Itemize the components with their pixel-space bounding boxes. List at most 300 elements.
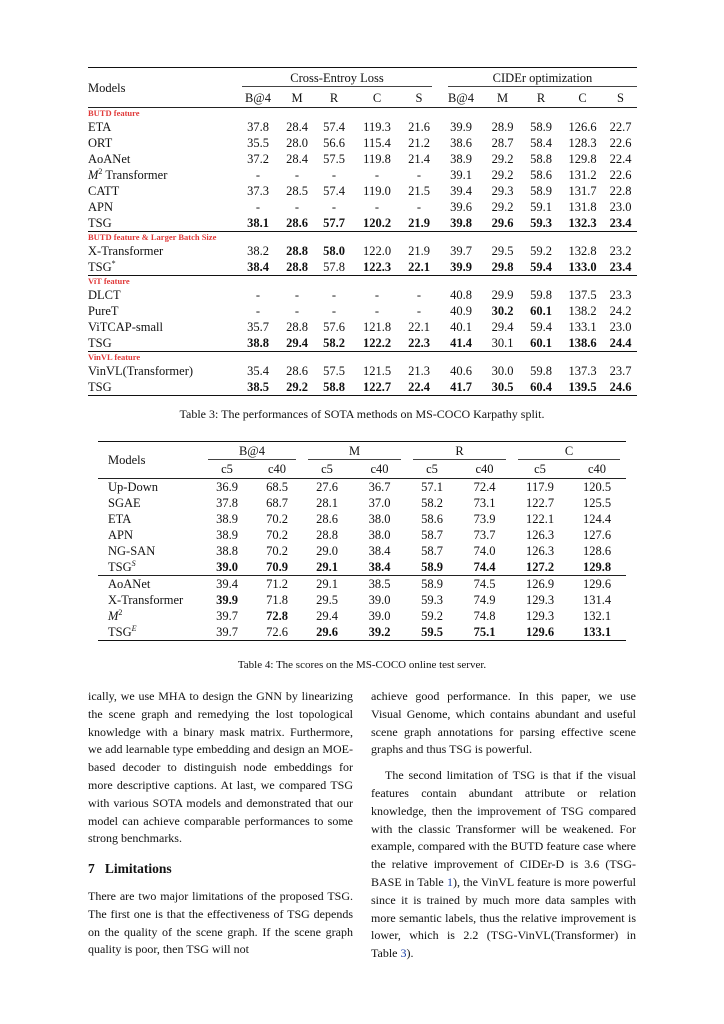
table-cell: 57.1 [407, 479, 457, 496]
table-cell: 59.5 [421, 625, 443, 639]
table-cell: 126.9 [512, 576, 568, 593]
table-cell: 22.1 [408, 320, 430, 334]
table-cell: 128.3 [568, 136, 597, 150]
table-cell: 21.2 [408, 136, 430, 150]
table-cell: 59.1 [530, 200, 552, 214]
table-cell: 129.3 [525, 593, 555, 607]
table-cell: 59.2 [530, 244, 552, 258]
models-header: Models [88, 68, 236, 108]
table-cell: 68.7 [266, 496, 288, 510]
table-cell: 59.2 [421, 609, 443, 623]
table-cell: 37.8 [216, 496, 238, 510]
table-cell: 40.8 [450, 288, 472, 302]
table-row [88, 135, 637, 151]
model-name [98, 624, 202, 641]
metric-header: M [291, 90, 303, 105]
table-cell: 28.8 [286, 244, 308, 258]
model-name: DLCT [88, 288, 121, 302]
table-cell: 37.0 [368, 496, 391, 510]
table-cell: 38.0 [368, 512, 391, 526]
table-cell: 122.2 [362, 336, 392, 350]
model-name-base: TSG [108, 625, 132, 639]
table-cell: 74.5 [457, 576, 512, 593]
table-cell: 70.2 [266, 544, 288, 558]
table-cell: 74.9 [473, 593, 496, 607]
table-cell: 21.4 [408, 152, 430, 166]
table-row [98, 624, 626, 641]
paragraph-text: ). [406, 946, 414, 961]
table-cell: 124.4 [582, 512, 612, 526]
table-cell: 57.4 [323, 120, 345, 134]
table-cell: 24.6 [609, 380, 632, 394]
table-cell: 36.7 [352, 479, 407, 496]
table-cell: 28.4 [286, 120, 308, 134]
table-cell: 75.1 [473, 625, 496, 639]
subheader: c40 [267, 462, 287, 476]
table-cell: 38.5 [247, 380, 269, 394]
table-cell: 58.2 [421, 496, 443, 510]
table-cell: 133.0 [568, 260, 597, 274]
table-cell: 137.5 [568, 288, 597, 302]
paragraph-text: ), the VinVL feature is more powerful since it is trained by much more data samples with more semantic labels, thus the relative improvement is lower, which is 2.2 (TSG-VinVL(Transformer) in Table [371, 874, 636, 961]
table-cell: 126.3 [525, 544, 555, 558]
table-cell: 122.7 [525, 496, 555, 510]
table-cell: 70.2 [266, 512, 288, 526]
model-name [98, 608, 202, 624]
metric-header: R [329, 90, 339, 105]
table-cell: 131.4 [582, 593, 612, 607]
table-cell: 29.2 [491, 200, 514, 214]
model-name: ETA [108, 512, 132, 526]
table-cell: 59.3 [530, 216, 552, 230]
metric-header: S [617, 90, 624, 105]
group-header-cross-entropy: Cross-Entroy Loss [242, 70, 432, 87]
table-cell: 39.1 [450, 168, 472, 182]
table-cell: 23.2 [609, 244, 632, 258]
table-row [88, 303, 637, 319]
table-cell: 23.4 [609, 216, 632, 230]
table-cell: 23.0 [609, 320, 632, 334]
section-heading [88, 860, 353, 878]
model-name: TSG [88, 216, 112, 230]
table-cell: 29.1 [316, 560, 338, 574]
table-cell: 71.2 [252, 576, 302, 593]
section-label-butd-large-batch: BUTD feature & Larger Batch Size [88, 232, 637, 244]
model-name: TSG [88, 380, 112, 394]
table-cell: 56.6 [323, 136, 345, 150]
table-row [88, 243, 637, 259]
table-row [88, 379, 637, 396]
table-row [88, 335, 637, 352]
table-cell: 35.4 [247, 364, 269, 378]
table-cell: 122.1 [525, 512, 555, 526]
table-cell: 122.7 [362, 380, 392, 394]
table-cell: 39.9 [450, 120, 472, 134]
group-header: M [308, 443, 401, 460]
table-cell: 59.8 [530, 364, 552, 378]
table-cell: 29.6 [316, 625, 338, 639]
model-name: ViTCAP-small [88, 320, 163, 334]
table-3-link[interactable]: 3 [400, 946, 407, 961]
table-cell: 28.8 [316, 528, 338, 542]
table-cell: 29.4 [491, 320, 514, 334]
table-cell: 58.8 [323, 380, 345, 394]
table-cell: 28.8 [286, 260, 308, 274]
table-cell: 22.4 [609, 152, 632, 166]
table-row [98, 576, 626, 593]
table-cell: 57.4 [323, 184, 345, 198]
table-cell: 39.2 [368, 625, 391, 639]
table-cell: 59.4 [530, 260, 552, 274]
table-cell: 29.2 [491, 152, 514, 166]
subheader: c40 [587, 462, 607, 476]
group-header: C [518, 443, 620, 460]
table-cell: 37.8 [247, 120, 269, 134]
table-cell: 125.5 [582, 496, 612, 510]
model-name: ETA [88, 120, 112, 134]
table-cell: 138.6 [568, 336, 597, 350]
table-row [98, 559, 626, 576]
model-name-base: M [88, 168, 99, 182]
table-cell: 38.6 [450, 136, 472, 150]
table-cell: 35.5 [247, 136, 269, 150]
table-cell: 74.4 [473, 560, 496, 574]
table-cell: 57.7 [323, 216, 345, 230]
table-row [98, 592, 626, 608]
table-cell: 41.4 [450, 336, 472, 350]
model-name: X-Transformer [108, 593, 184, 607]
table-3-sota-karpathy [88, 67, 637, 396]
table-cell: - [255, 200, 261, 214]
table-cell: 73.1 [473, 496, 496, 510]
metric-header: S [415, 90, 423, 105]
table-cell: - [374, 304, 380, 318]
table-cell: 28.0 [286, 136, 308, 150]
table-row [88, 319, 637, 335]
table-row [98, 479, 626, 496]
table-cell: 38.8 [216, 544, 238, 558]
paragraph: There are two major limitations of the proposed TSG. The first one is that the effectiveness of TSG depends on the quality of the scene graph. If the scene graph quality is poor, then TSG will not [88, 888, 353, 957]
table-cell: 38.4 [368, 560, 391, 574]
paragraph: achieve good performance. In this paper, we use Visual Genome, which contains abundant and useful scene graph annotations for parsing effective scene graphs and thus TSG is powerful. [371, 689, 636, 757]
table-row [88, 119, 637, 135]
table-cell: 21.5 [408, 184, 430, 198]
table-cell: 133.1 [568, 320, 597, 334]
table-cell: 121.5 [362, 364, 392, 378]
table-cell: 39.6 [450, 200, 472, 214]
section-label-butd: BUTD feature [88, 108, 637, 120]
table-cell: 139.5 [568, 380, 597, 394]
table-cell: 39.0 [368, 593, 391, 607]
model-name-suffix: Transformer [102, 168, 168, 182]
group-header-cider-optimization: CIDEr optimization [448, 70, 637, 87]
table-cell: 58.6 [421, 512, 443, 526]
model-name [88, 167, 236, 183]
table-cell: 39.9 [450, 260, 472, 274]
table-cell: 133.1 [582, 625, 612, 639]
model-name-sup: S [131, 558, 136, 568]
table-cell: 29.0 [316, 544, 338, 558]
table-cell: 29.8 [491, 260, 514, 274]
table-cell: 38.0 [368, 528, 391, 542]
model-name-base: TSG [108, 560, 132, 574]
table-cell: 58.4 [530, 136, 552, 150]
table-cell: 58.9 [407, 576, 457, 593]
table-cell: 120.5 [568, 479, 626, 496]
section-label-vit: ViT feature [88, 276, 637, 288]
table-cell: 72.6 [266, 625, 288, 639]
table-cell: - [294, 168, 300, 182]
model-name-sup: * [111, 258, 116, 268]
table-cell: 29.2 [286, 380, 308, 394]
table-cell: 57.8 [323, 260, 345, 274]
table-cell: 131.7 [568, 184, 597, 198]
table-cell: - [331, 304, 337, 318]
table-row [88, 167, 637, 183]
table-cell: 39.9 [216, 593, 238, 607]
table-cell: - [374, 200, 380, 214]
table-cell: 29.5 [491, 244, 514, 258]
model-name [88, 259, 236, 276]
table-cell: 132.3 [568, 216, 597, 230]
table-cell: 22.1 [408, 260, 430, 274]
table-cell: 28.6 [316, 512, 338, 526]
table-cell: 117.9 [512, 479, 568, 496]
table-cell: 30.0 [491, 364, 514, 378]
table-cell: 132.1 [582, 609, 612, 623]
section-label-vinvl: VinVL feature [88, 352, 637, 364]
subheader: c40 [370, 462, 389, 476]
table-cell: 121.8 [362, 320, 392, 334]
table-row [88, 151, 637, 167]
table-cell: 59.4 [530, 320, 552, 334]
models-header: Models [98, 442, 202, 479]
table-cell: 74.0 [473, 544, 496, 558]
group-header: B@4 [208, 443, 296, 460]
table-cell: - [416, 304, 422, 318]
model-name: APN [88, 200, 114, 214]
table-cell: 28.6 [286, 364, 308, 378]
table-cell: 72.8 [266, 609, 288, 623]
section-title: Limitations [104, 861, 172, 877]
subheader: c5 [534, 462, 546, 476]
table-cell: 126.6 [568, 120, 597, 134]
table-row [98, 543, 626, 559]
table-cell: 22.3 [408, 336, 430, 350]
table-cell: 131.2 [568, 168, 597, 182]
table-row [98, 511, 626, 527]
table-cell: 23.7 [609, 364, 632, 378]
table-cell: 129.8 [582, 560, 612, 574]
table-cell: 137.3 [568, 364, 597, 378]
table-cell: 39.8 [450, 216, 472, 230]
table-cell: 28.9 [491, 120, 514, 134]
table-cell: 129.8 [568, 152, 597, 166]
table-cell: 129.6 [568, 576, 626, 593]
table-cell: 57.5 [323, 364, 345, 378]
table-cell: 120.2 [362, 216, 392, 230]
table-cell: 68.5 [252, 479, 302, 496]
model-name: Up-Down [98, 479, 202, 496]
table-cell: 73.9 [473, 512, 496, 526]
left-column [88, 688, 353, 959]
subheader: c40 [475, 462, 494, 476]
table-cell: 131.8 [568, 200, 597, 214]
table-cell: - [294, 288, 300, 302]
table-cell: 24.2 [609, 304, 632, 318]
table-cell: 40.9 [450, 304, 472, 318]
table-cell: 74.8 [473, 609, 496, 623]
table-cell: - [416, 288, 422, 302]
table-cell: 58.9 [530, 120, 552, 134]
table-cell: 21.9 [408, 244, 430, 258]
table-cell: 72.4 [457, 479, 512, 496]
table-cell: 70.2 [266, 528, 288, 542]
model-name: SGAE [108, 496, 141, 510]
table-cell: 57.5 [323, 152, 345, 166]
subheader: c5 [221, 462, 233, 476]
subheader: c5 [426, 462, 438, 476]
table-cell: 115.4 [363, 136, 391, 150]
table-cell: - [331, 288, 337, 302]
model-name: NG-SAN [108, 544, 156, 558]
table-cell: 39.7 [216, 609, 238, 623]
table-cell: 38.8 [247, 336, 269, 350]
table-cell: 22.8 [609, 184, 632, 198]
table-cell: 21.9 [408, 216, 430, 230]
table-cell: 22.7 [609, 120, 632, 134]
model-name-sup: E [131, 623, 137, 633]
table-cell: - [331, 200, 337, 214]
metric-header: M [496, 90, 509, 105]
table-cell: 29.4 [316, 609, 338, 623]
table-1-link[interactable]: 1 [447, 874, 453, 889]
metric-header: C [578, 90, 587, 105]
table-4-caption: Table 4: The scores on the MS-COCO online test server. [237, 659, 487, 671]
table-cell: 28.6 [286, 216, 308, 230]
table-row [88, 183, 637, 199]
table-cell: 36.9 [202, 479, 252, 496]
table-cell: 119.3 [363, 120, 391, 134]
table-cell: 28.1 [316, 496, 338, 510]
table-cell: 40.1 [450, 320, 472, 334]
table-cell: 127.6 [582, 528, 612, 542]
table-cell: 29.5 [316, 593, 338, 607]
table-cell: 22.6 [609, 136, 632, 150]
table-cell: 119.0 [363, 184, 391, 198]
table-cell: 22.6 [609, 168, 632, 182]
table-cell: 28.7 [491, 136, 514, 150]
table-cell: 58.9 [530, 184, 552, 198]
table-cell: - [294, 200, 300, 214]
table-cell: - [331, 168, 337, 182]
table-cell: 70.9 [266, 560, 288, 574]
table-cell: 58.2 [323, 336, 345, 350]
table-cell: 128.6 [582, 544, 612, 558]
table-cell: 38.1 [247, 216, 269, 230]
right-column [371, 688, 636, 963]
model-name: X-Transformer [88, 244, 164, 258]
table-cell: 39.0 [368, 609, 391, 623]
table-cell: 41.7 [450, 380, 472, 394]
table-cell: 38.4 [247, 260, 269, 274]
model-name: AoANet [98, 576, 202, 593]
table-cell: 59.3 [421, 593, 443, 607]
table-cell: - [374, 168, 380, 182]
metric-header: B@4 [447, 90, 475, 105]
table-cell: 30.1 [491, 336, 514, 350]
table-cell: - [255, 288, 261, 302]
table-cell: 39.7 [216, 625, 238, 639]
table-cell: 39.4 [450, 184, 472, 198]
model-name [98, 559, 202, 576]
table-cell: - [374, 288, 380, 302]
table-cell: 23.3 [609, 288, 632, 302]
table-cell: 38.9 [450, 152, 472, 166]
table-3-caption: Table 3: The performances of SOTA methods on MS-COCO Karpathy split. [179, 407, 545, 421]
table-cell: 22.4 [408, 380, 430, 394]
table-cell: 29.6 [491, 216, 514, 230]
table-cell: 30.5 [491, 380, 514, 394]
model-name: AoANet [88, 152, 131, 166]
table-cell: 23.0 [609, 200, 632, 214]
table-4-online-test [98, 441, 626, 641]
subheader: c5 [321, 462, 333, 476]
table-cell: 126.3 [525, 528, 555, 542]
table-cell: 129.6 [525, 625, 555, 639]
section-number: 7 [88, 861, 95, 877]
table-cell: 38.9 [216, 512, 238, 526]
model-name-sup: 2 [98, 166, 103, 176]
table-cell: 38.9 [216, 528, 238, 542]
table-cell: 122.3 [362, 260, 392, 274]
table-row [88, 287, 637, 303]
table-cell: - [416, 168, 422, 182]
table-row [88, 363, 637, 379]
table-cell: 58.0 [323, 244, 345, 258]
table-row [88, 215, 637, 232]
table-cell: 58.7 [421, 528, 443, 542]
metric-header: R [536, 90, 546, 105]
table-cell: 60.1 [530, 304, 552, 318]
table-row [98, 608, 626, 624]
table-cell: - [255, 304, 261, 318]
model-name-base: M [108, 609, 119, 623]
table-cell: 21.6 [408, 120, 430, 134]
metric-header: C [372, 90, 382, 105]
table-row [98, 495, 626, 511]
model-name: VinVL(Transformer) [88, 364, 194, 378]
model-name: ORT [88, 136, 113, 150]
table-cell: 132.8 [568, 244, 597, 258]
table-cell: 39.0 [216, 560, 238, 574]
table-cell: 28.4 [286, 152, 308, 166]
table-cell: 28.8 [286, 320, 308, 334]
table-cell: 24.4 [609, 336, 632, 350]
table-cell: 59.8 [530, 288, 552, 302]
table-cell: 30.2 [491, 304, 514, 318]
table-cell: 27.6 [302, 479, 352, 496]
table-cell: 21.3 [408, 364, 430, 378]
table-cell: 60.1 [530, 336, 552, 350]
table-cell: 23.4 [609, 260, 632, 274]
table-cell: 29.1 [302, 576, 352, 593]
metric-header: B@4 [244, 90, 272, 105]
table-cell: 71.8 [266, 593, 288, 607]
table-cell: 29.3 [491, 184, 514, 198]
table-cell: 127.2 [525, 560, 555, 574]
model-name: TSG [88, 336, 112, 350]
